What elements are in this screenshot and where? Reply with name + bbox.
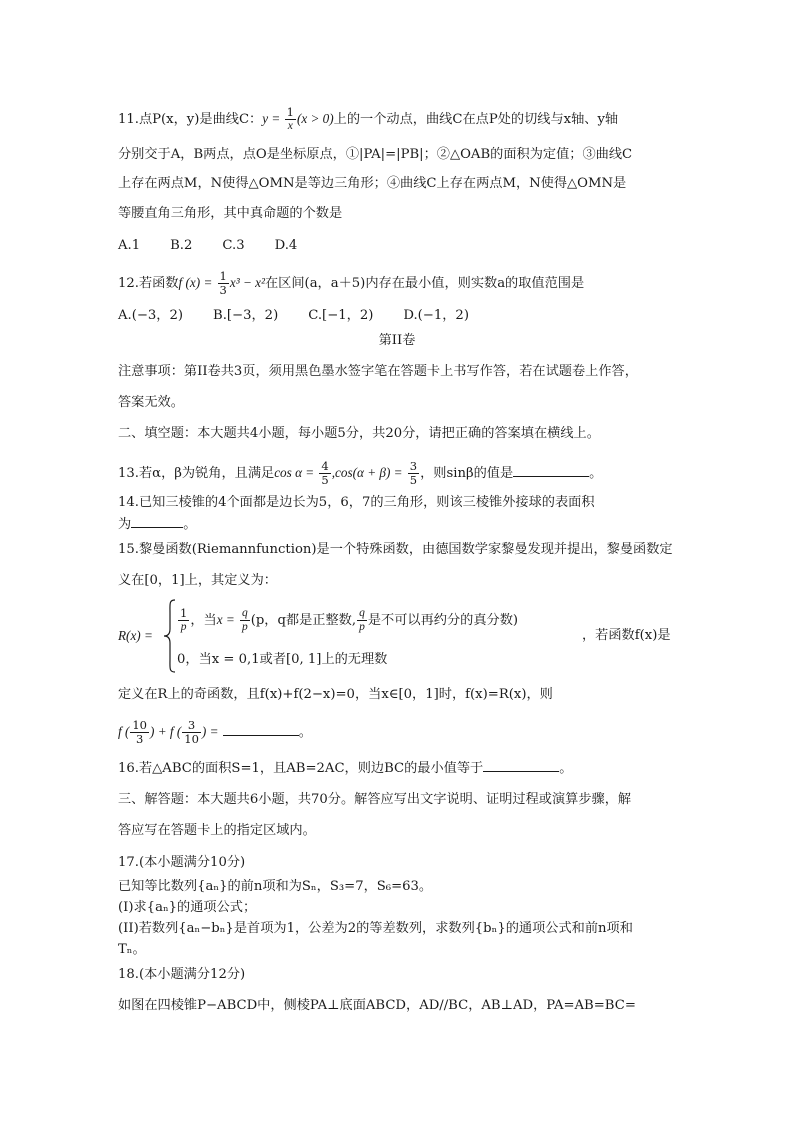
q15-fraction-b: $\frac{3}{10}$ (184, 718, 199, 746)
q11-option-c: C.3 (222, 238, 245, 253)
q15-answer-blank[interactable] (223, 721, 299, 736)
q15-line2: 义在[0，1]上，其定义为： (118, 573, 277, 588)
q11-option-d: D.4 (274, 238, 298, 253)
q11-condition: (x > 0) (296, 111, 334, 126)
q11-line3: 上存在两点M，N使得△OMN是等边三角形；④曲线C上存在两点M，N使得△OMN是 (118, 176, 627, 191)
q15-plus: ) + f ( (150, 724, 182, 739)
q17-line1: 已知等比数列{aₙ}的前n项和为Sₙ，S₃=7，S₆=63。 (118, 879, 433, 894)
q15-case1-condition: (p，q都是正整数, (250, 613, 357, 628)
q11-line2: 分别交于A，B两点，点O是坐标原点，①|PA|=|PB|；②△OAB的面积为定值；③曲线C (118, 147, 633, 162)
q15-rx-label (118, 626, 153, 647)
q15-case1 (177, 607, 518, 634)
q15-fraction-a: $\frac{10}{3}$ (132, 718, 147, 746)
q12-option-a: A.(−3，2) (118, 308, 184, 323)
q14-prefix: 为 (118, 517, 132, 532)
part3-heading-line1: 三、解答题：本大题共6小题，共70分。解答应写出文字说明、证明过程或演算步骤，解 (118, 792, 632, 807)
q17-line4: Tₙ。 (118, 942, 146, 957)
part3-heading-line2: 答应写在答题卡上的指定区域内。 (118, 823, 316, 838)
q14-line2 (118, 513, 196, 535)
q15-case1-x: x = (216, 612, 235, 627)
q12-expression: x³ − x² (229, 275, 265, 290)
q15-case1-qp: $\frac{q}{p}$ (241, 607, 248, 633)
q13-prefix: 13.若α，β为锐角，且满足 (118, 466, 275, 481)
q12-option-c: C.[−1，2) (308, 308, 374, 323)
q16-line (118, 757, 572, 779)
q17-title: 17.(本小题满分10分) (118, 855, 246, 870)
q14-end: 。 (183, 517, 197, 532)
q15-f-left: f ( (118, 724, 130, 739)
q18-title: 18.(本小题满分12分) (118, 967, 246, 982)
q12-option-d: D.(−1，2) (403, 308, 469, 323)
q12-line1 (118, 270, 584, 297)
q13-suffix: ，则sinβ的值是 (420, 466, 514, 481)
q11-math-y: y (262, 111, 269, 126)
q16-end: 。 (559, 761, 573, 776)
q14-answer-blank[interactable] (131, 513, 183, 528)
q12-option-b: B.[−3，2) (213, 308, 279, 323)
q15-case1-fraction: $\frac{1}{p}$ (180, 606, 188, 633)
q17-line2: (I)求{aₙ}的通项公式； (118, 900, 257, 915)
q13-fraction-2: $\frac{3}{5}$ (409, 459, 418, 487)
q12-fraction: $\frac{1}{3}$ (219, 269, 227, 297)
q12-prefix: 12.若函数 (118, 276, 179, 291)
q11-option-b: B.2 (170, 238, 193, 253)
notice-line1: 注意事项：第II卷共3页，须用黑色墨水签字笔在答题卡上书写作答，若在试题卷上作答， (118, 364, 638, 379)
q13-end: 。 (589, 466, 603, 481)
part2-heading: 二、填空题：本大题共4小题，每小题5分，共20分，请把正确的答案填在横线上。 (118, 426, 600, 441)
q12-options (118, 306, 499, 326)
q13-line (118, 460, 602, 487)
q11-option-a: A.1 (118, 238, 141, 253)
q13-cos-sum: ,cos(α + β) = (331, 465, 403, 480)
q15-after-cases: ，若函数f(x)是 (582, 628, 671, 643)
q12-suffix: 在区间(a，a＋5)内存在最小值，则实数a的取值范围是 (264, 276, 585, 291)
q15-end: 。 (298, 725, 312, 740)
q15-line4: 定义在R上的奇函数，且f(x)+f(2−x)=0，当x∈[0，1]时，f(x)=R(x)，则 (118, 687, 553, 702)
q11-stem-end: 上的一个动点，曲线C在点P处的切线与x轴、y轴 (333, 112, 619, 127)
q13-fraction-1: $\frac{4}{5}$ (321, 459, 329, 487)
q18-line1: 如图在四棱锥P−ABCD中，侧棱PA⊥底面ABCD，AD//BC，AB⊥AD，PA=AB=BC= (118, 998, 636, 1013)
q11-options (118, 236, 327, 256)
q11-fraction: $\frac{1}{x}$ (286, 105, 294, 132)
q16-text: 16.若△ABC的面积S=1，且AB=2AC，则边BC的最小值等于 (118, 761, 484, 776)
q14-line1: 14.已知三棱锥的4个面都是边长为5，6，7的三角形，则该三棱锥外接球的表面积 (118, 495, 595, 510)
q15-equals: ) = (201, 724, 219, 739)
q12-function: f (x) = (178, 275, 213, 290)
q16-answer-blank[interactable] (483, 757, 559, 772)
q15-rx: R(x) = (118, 628, 153, 643)
notice-line2: 答案无效。 (118, 395, 184, 410)
q17-line3: (II)若数列{aₙ−bₙ}是首项为1，公差为2的等差数列，求数列{bₙ}的通项公式和前n项和 (118, 921, 633, 936)
q15-line5 (118, 719, 312, 746)
section-2-title: 第II卷 (378, 333, 416, 348)
q13-answer-blank[interactable] (513, 462, 589, 477)
q15-case2: 0，当x = 0,1或者[0, 1]上的无理数 (177, 652, 388, 667)
q15-case1-when: ，当 (190, 613, 217, 628)
q15-piecewise-brace (163, 599, 177, 673)
q11-stem-start: 11.点P(x，y)是曲线C： (118, 112, 263, 127)
q15-case1-tail: 是不可以再约分的真分数) (367, 613, 519, 628)
q11-line4: 等腰直角三角形，其中真命题的个数是 (118, 206, 343, 221)
q15-case1-qp2: $\frac{q}{p}$ (359, 607, 365, 633)
q13-cos-alpha: cos α = (274, 465, 315, 480)
q11-line1: 11.点P(x，y)是曲线C：y = $\frac{1}{x}$ (x > 0)上的一个动点，曲线C在点P处的切线与x轴、y轴 (118, 105, 619, 132)
q15-line1: 15.黎曼函数(Riemannfunction)是一个特殊函数，由德国数学家黎曼发现并提出，黎曼函数定 (118, 542, 673, 557)
